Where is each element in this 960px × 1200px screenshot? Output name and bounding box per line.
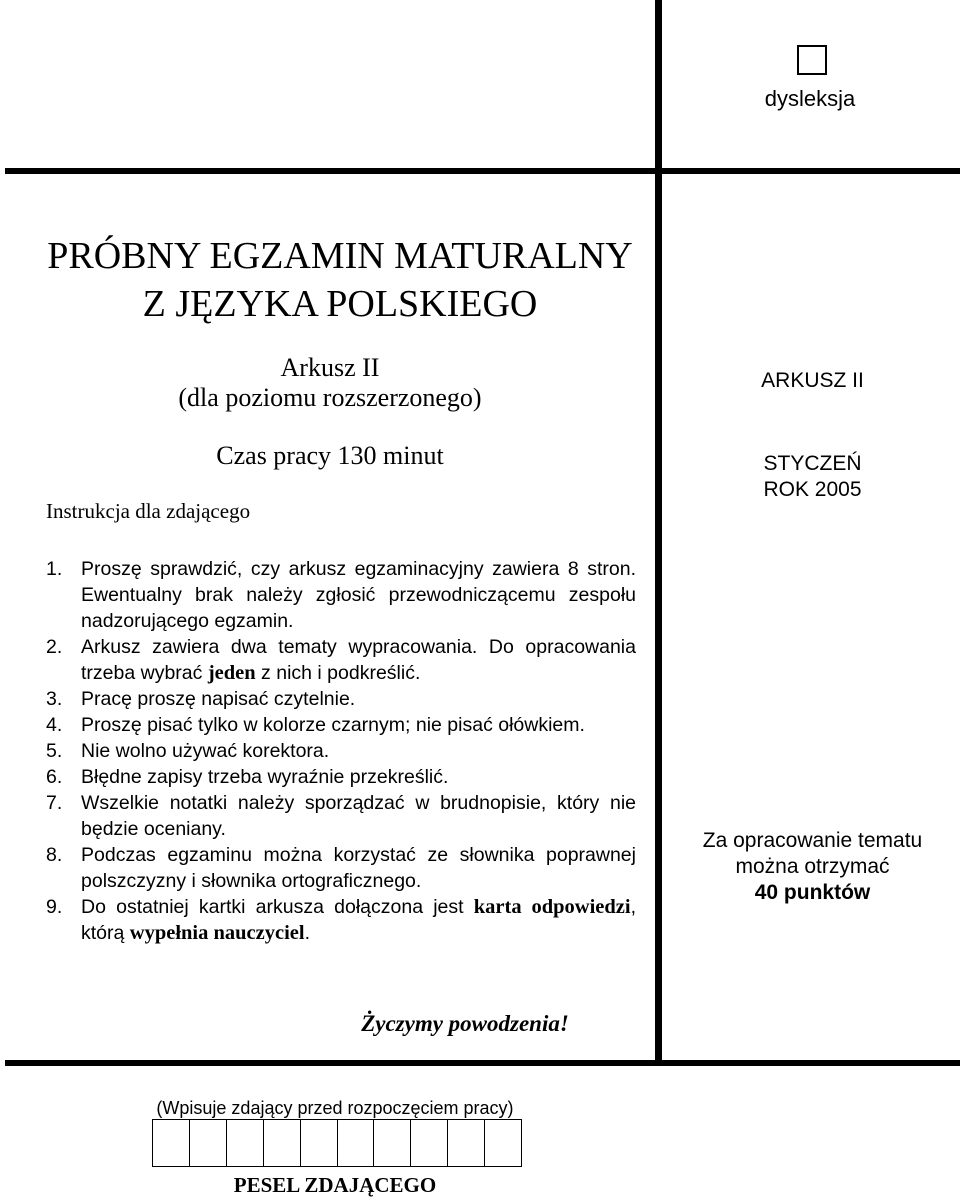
list-item [46,894,636,946]
item-number: 6. [46,766,63,788]
emphasis-text: jeden [207,662,256,684]
points-line1: Za opracowanie tematu [702,829,923,852]
item-text: Arkusz zawiera dwa tematy wypracowania. Do opracowania trzeba wybrać jeden z nich i podkreślić. [81,636,636,684]
pesel-digit-cell[interactable] [301,1120,338,1166]
dysleksja-label: dysleksja [764,86,856,111]
item-number: 4. [46,714,63,736]
pesel-digit-cell[interactable] [153,1120,190,1166]
pesel-note: (Wpisuje zdający przed rozpoczęciem pracy) [156,1098,514,1118]
list-item [46,738,636,764]
item-number: 5. [46,740,63,762]
emphasis-text: karta odpowiedzi [473,896,631,918]
list-item [46,790,636,842]
sidebar-month: STYCZEŃ [763,452,862,475]
pesel-digit-cell[interactable] [411,1120,448,1166]
item-text: Nie wolno używać korektora. [81,740,330,762]
pesel-digit-cell[interactable] [264,1120,301,1166]
list-item [46,712,636,738]
points-line2: można otrzymać [735,855,890,878]
item-text: Podczas egzaminu można korzystać ze słownika poprawnej polszczyzny i słownika ortograficznego. [81,844,636,892]
pesel-digit-cell[interactable] [190,1120,227,1166]
emphasis-text: wypełnia nauczyciel [129,922,305,944]
pesel-digit-cell[interactable] [227,1120,264,1166]
pesel-label: PESEL ZDAJĄCEGO [233,1173,437,1197]
item-number: 9. [46,896,63,918]
item-text: Do ostatniej kartki arkusza dołączona jest karta odpowiedzi, którą wypełnia nauczyciel. [81,896,636,944]
dysleksja-checkbox[interactable] [797,45,827,75]
item-text: Proszę pisać tylko w kolorze czarnym; nie pisać ołówkiem. [81,714,585,736]
pesel-digit-cell[interactable] [485,1120,521,1166]
points-line3: 40 punktów [754,881,871,904]
list-item [46,764,636,790]
exam-title-line2: Z JĘZYKA POLSKIEGO [142,283,538,325]
sidebar-year: ROK 2005 [763,478,862,501]
item-text: Błędne zapisy trzeba wyraźnie przekreślić. [81,766,449,788]
item-number: 2. [46,636,63,658]
item-number: 8. [46,844,63,866]
item-number: 3. [46,688,63,710]
list-item [46,686,636,712]
sidebar-sheet-name: ARKUSZ II [761,369,864,392]
good-luck-message: Życzymy powodzenia! [361,1011,569,1036]
bottom-divider [5,1060,960,1066]
pesel-digit-cell[interactable] [448,1120,485,1166]
sheet-level: (dla poziomu rozszerzonego) [178,383,482,412]
pesel-digit-cell[interactable] [338,1120,375,1166]
item-number: 1. [46,558,63,580]
vertical-divider [655,0,662,1065]
pesel-digit-cell[interactable] [374,1120,411,1166]
item-number: 7. [46,792,63,814]
item-text: Proszę sprawdzić, czy arkusz egzaminacyjny zawiera 8 stron. Ewentualny brak należy zgłosić przewodniczącemu zespołu nadzorującego egzamin. [81,558,636,632]
item-text: Pracę proszę napisać czytelnie. [81,688,356,710]
sheet-name: Arkusz II [280,353,380,382]
instructions-list [46,556,636,946]
instructions-heading: Instrukcja dla zdającego [46,499,251,523]
list-item [46,634,636,686]
list-item [46,556,636,634]
top-divider [5,168,960,174]
list-item [46,842,636,894]
exam-title-line1: PRÓBNY EGZAMIN MATURALNY [47,235,633,277]
time-limit: Czas pracy 130 minut [216,441,444,470]
pesel-input-grid[interactable] [152,1119,522,1167]
item-text: Wszelkie notatki należy sporządzać w brudnopisie, który nie będzie oceniany. [81,792,636,840]
